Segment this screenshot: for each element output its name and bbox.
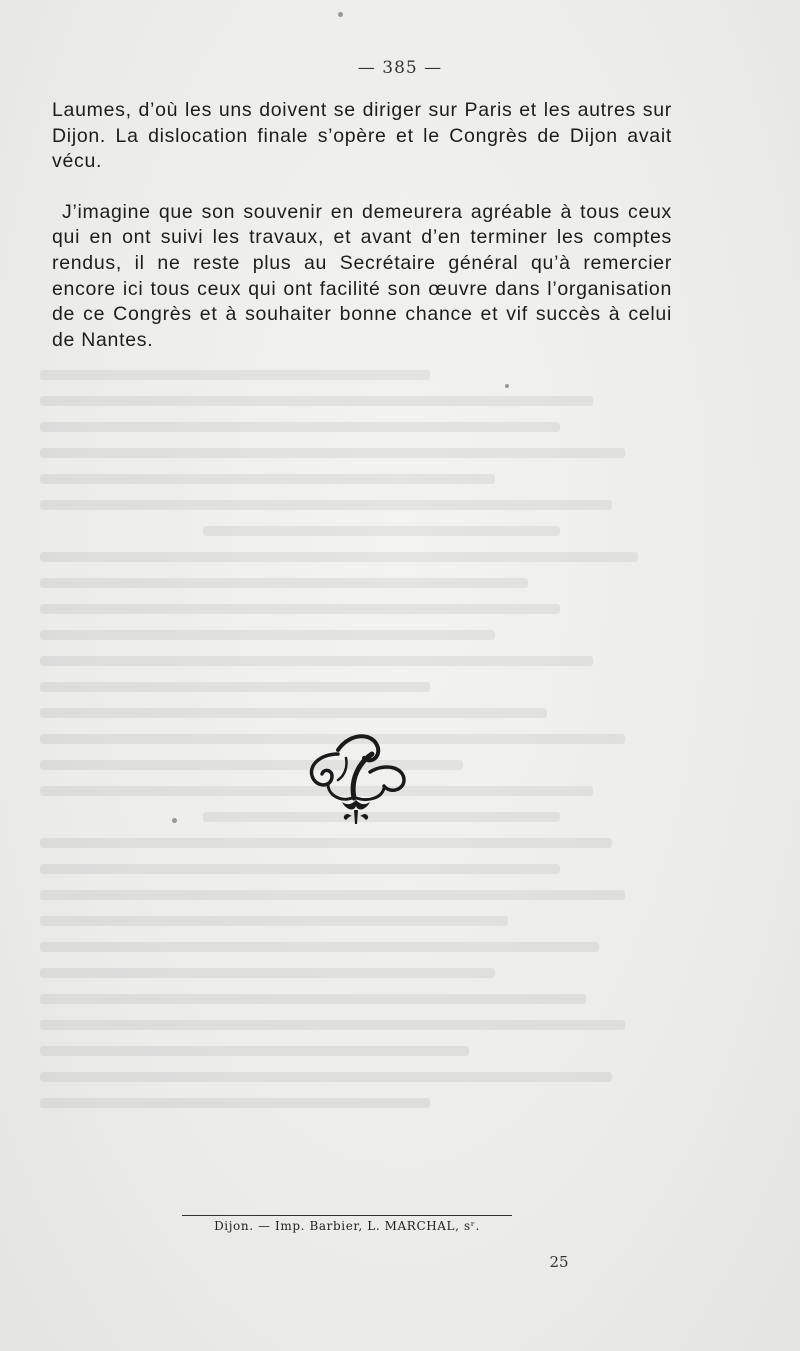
print-speck [505,384,509,388]
signature-mark: 25 [549,1253,569,1271]
footer-rule [182,1215,512,1216]
page-number: — 385 — [357,58,443,78]
fleuron-ornament-icon [298,728,412,828]
body-text [52,98,672,353]
paragraph-closing-journey: Laumes, d’où les uns doivent se diriger sur Paris et les autres sur Dijon. La dislocation finale s’opère et le Congrès de Dijon avait vécu. [52,99,672,173]
paragraph-acknowledgements: J’imagine que son souvenir en demeurera agréable à tous ceux qui en ont suivi les travaux, et avant d’en terminer les comptes rendus, il ne reste plus au Secrétaire général qu’à remercier encore ici tous ceux qui ont facilité son œuvre dans l’organisation de ce Congrès et à souhaiter bonne chance et vif succès à celui de Nantes. [52,200,672,351]
printer-imprint: Dijon. — Imp. Barbier, L. MARCHAL, sʳ. [214,1219,480,1233]
print-speck [172,818,177,823]
print-speck [338,12,343,17]
